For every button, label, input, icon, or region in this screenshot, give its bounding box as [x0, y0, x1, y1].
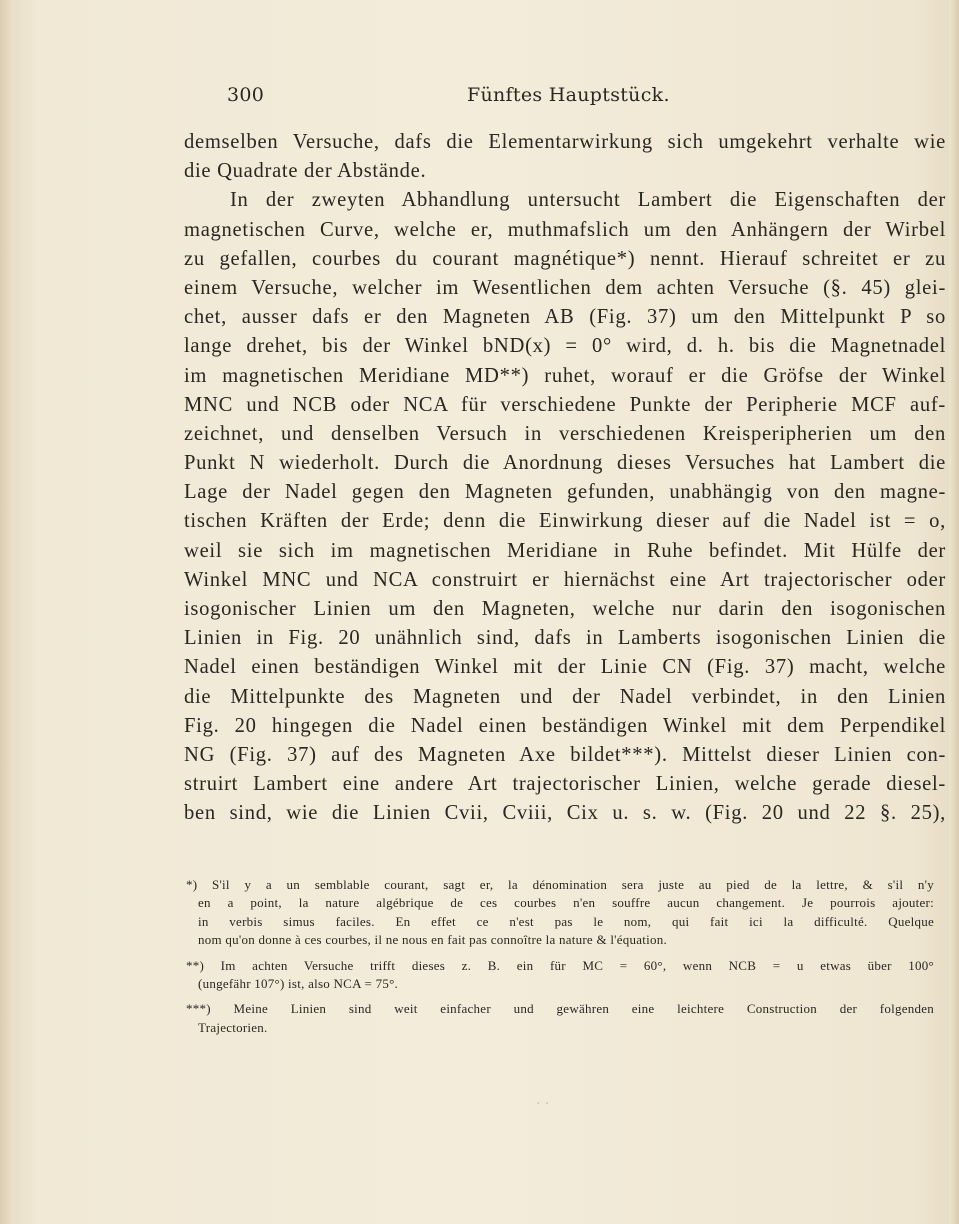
- footnotes: [186, 876, 934, 1044]
- text-line: demselben Versuche, dafs die Elementarwirkung sich umgekehrt verhalte wie: [184, 131, 946, 153]
- footnote-line: *) S'il y a un semblable courant, sagt er, la dénomination sera juste au pied de la lettre, & s'il n'y: [186, 877, 934, 892]
- text-line: im magnetischen Meridiane MD**) ruhet, worauf er die Gröfse der Winkel: [184, 364, 946, 387]
- running-head: [227, 84, 677, 114]
- text-line: einem Versuche, welcher im Wesentlichen dem achten Versuche (§. 45) glei-: [184, 276, 946, 299]
- text-line: MNC und NCB oder NCA für verschiedene Punkte der Peripherie MCF auf-: [184, 393, 946, 416]
- paper-blemish: · ·: [536, 1096, 550, 1112]
- footnote-line: (ungefähr 107°) ist, also NCA = 75°.: [198, 975, 399, 991]
- footnote-3: [186, 1000, 934, 1037]
- text-line: Lage der Nadel gegen den Magneten gefunden, unabhängig von den magne-: [184, 481, 946, 504]
- footnote-line: in verbis simus faciles. En effet ce n'est pas le nom, qui fait ici la difficulté. Quelque: [198, 913, 934, 929]
- text-line: NG (Fig. 37) auf des Magneten Axe bildet***). Mittelst dieser Linien con-: [184, 743, 946, 766]
- text-line: Punkt N wiederholt. Durch die Anordnung dieses Versuches hat Lambert die: [184, 452, 946, 475]
- text-line: die Quadrate der Abstände.: [184, 160, 427, 183]
- text-line: struirt Lambert eine andere Art trajectorischer Linien, welche gerade diesel-: [184, 773, 946, 796]
- footnote-line: en a point, la nature algébrique de ces courbes n'en souffre aucun changement. Je pourrois ajouter:: [198, 895, 934, 911]
- text-line: tischen Kräften der Erde; denn die Einwirkung dieser auf die Nadel ist = o,: [184, 510, 946, 533]
- footnote-1: [186, 876, 934, 950]
- text-line: zeichnet, und denselben Versuch in verschiedenen Kreisperipherien um den: [184, 422, 946, 445]
- text-line: zu gefallen, courbes du courant magnétique*) nennt. Hierauf schreitet er zu: [184, 247, 946, 270]
- page-number: 300: [227, 84, 265, 106]
- footnote-2: [186, 957, 934, 994]
- text-line: lange drehet, bis der Winkel bND(x) = 0° wird, d. h. bis die Magnetnadel: [184, 335, 946, 358]
- text-line: magnetischen Curve, welche er, muthmafslich um den Anhängern der Wirbel: [184, 218, 946, 241]
- footnote-line: ***) Meine Linien sind weit einfacher und gewähren eine leichtere Construction der folgenden: [186, 1001, 934, 1017]
- footnote-line: Trajectorien.: [198, 1019, 268, 1035]
- text-line: isogonischer Linien um den Magneten, welche nur darin den isogonischen: [184, 598, 946, 620]
- text-line: ben sind, wie die Linien Cvii, Cviii, Cix u. s. w. (Fig. 20 und 22 §. 25),: [184, 802, 946, 825]
- text-line: weil sie sich im magnetischen Meridiane in Ruhe befindet. Mit Hülfe der: [184, 539, 946, 562]
- text-line: Nadel einen beständigen Winkel mit der Linie CN (Fig. 37) macht, welche: [184, 656, 946, 679]
- text-line: In der zweyten Abhandlung untersucht Lambert die Eigenschaften der: [230, 189, 946, 212]
- text-line: chet, ausser dafs er den Magneten AB (Fig. 37) um den Mittelpunkt P so: [184, 306, 946, 329]
- text-line: die Mittelpunkte des Magneten und der Nadel verbindet, in den Linien: [184, 685, 946, 708]
- page-edge: [949, 0, 959, 1224]
- page-gutter: [0, 0, 14, 1224]
- footnote-line: **) Im achten Versuche trifft dieses z. B. ein für MC = 60°, wenn NCB = u etwas über 100°: [186, 957, 934, 973]
- main-text: [184, 128, 946, 829]
- chapter-title: Fünftes Hauptstück.: [467, 84, 670, 106]
- text-line: Linien in Fig. 20 unähnlich sind, dafs in Lamberts isogonischen Linien die: [184, 627, 946, 650]
- footnote-line: nom qu'on donne à ces courbes, il ne nous en fait pas connoître la nature & l'équation.: [198, 932, 668, 948]
- text-line: Winkel MNC und NCA construirt er hiernächst eine Art trajectorischer oder: [184, 568, 946, 591]
- text-line: Fig. 20 hingegen die Nadel einen beständigen Winkel mit dem Perpendikel: [184, 714, 946, 737]
